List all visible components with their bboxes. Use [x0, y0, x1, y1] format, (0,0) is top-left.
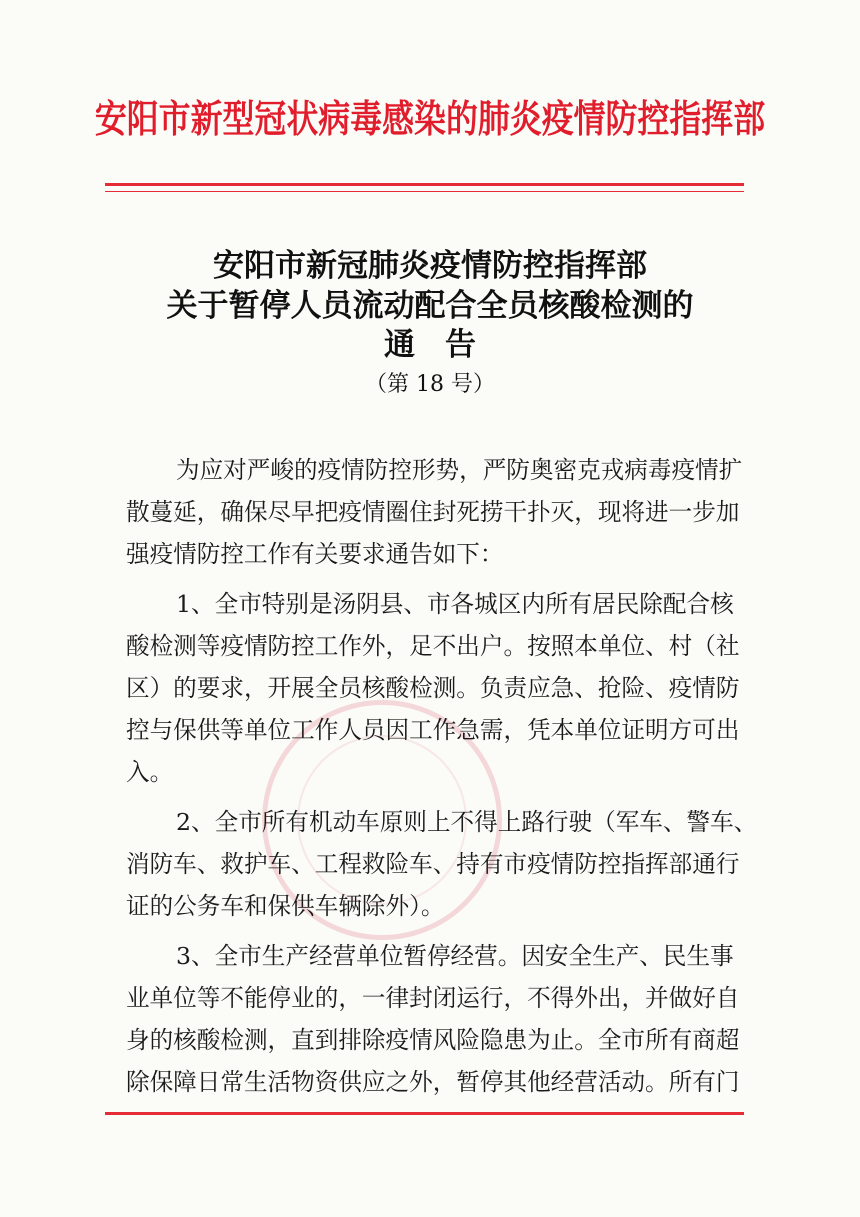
body-line: 为应对严峻的疫情防控形势，严防奥密克戎病毒疫情扩: [176, 456, 743, 484]
body-line: 身的核酸检测，直到排除疫情风险隐患为止。全市所有商超: [126, 1026, 740, 1054]
document-title-line-1: 安阳市新冠肺炎疫情防控指挥部: [213, 248, 647, 284]
body-line: 强疫情防控工作有关要求通告如下：: [126, 540, 504, 568]
body-line: 1、全市特别是汤阴县、市各城区内所有居民除配合核: [176, 590, 734, 618]
footer-red-rule: [105, 1112, 744, 1115]
body-line: 散蔓延，确保尽早把疫情圈住封死捞干扑灭，现将进一步加: [126, 498, 740, 526]
body-line: 消防车、救护车、工程救险车、持有市疫情防控指挥部通行: [126, 850, 740, 878]
body-line: 3、全市生产经营单位暂停经营。因安全生产、民生事: [176, 942, 734, 970]
body-line: 证的公务车和保供车辆除外）。: [126, 892, 445, 920]
issuing-authority-header: 安阳市新型冠状病毒感染的肺炎疫情防控指挥部: [94, 96, 766, 141]
document-number: （第 18 号）: [365, 372, 495, 397]
body-line: 区）的要求，开展全员核酸检测。负责应急、抢险、疫情防: [126, 674, 740, 702]
document-title-line-2: 关于暂停人员流动配合全员核酸检测的: [166, 288, 694, 324]
body-line: 2、全市所有机动车原则上不得上路行驶（军车、警车、: [176, 808, 758, 836]
body-line: 控与保供等单位工作人员因工作急需，凭本单位证明方可出: [126, 716, 740, 744]
body-line: 酸检测等疫情防控工作外，足不出户。按照本单位、村（社: [126, 632, 740, 660]
header-red-rule: [105, 183, 744, 186]
document-title-line-3: 通告: [384, 327, 506, 363]
header-red-rule-thin: [105, 191, 744, 192]
body-line: 除保障日常生活物资供应之外，暂停其他经营活动。所有门: [126, 1068, 740, 1096]
body-line: 业单位等不能停业的，一律封闭运行，不得外出，并做好自: [126, 984, 740, 1012]
body-line: 入。: [126, 758, 174, 786]
